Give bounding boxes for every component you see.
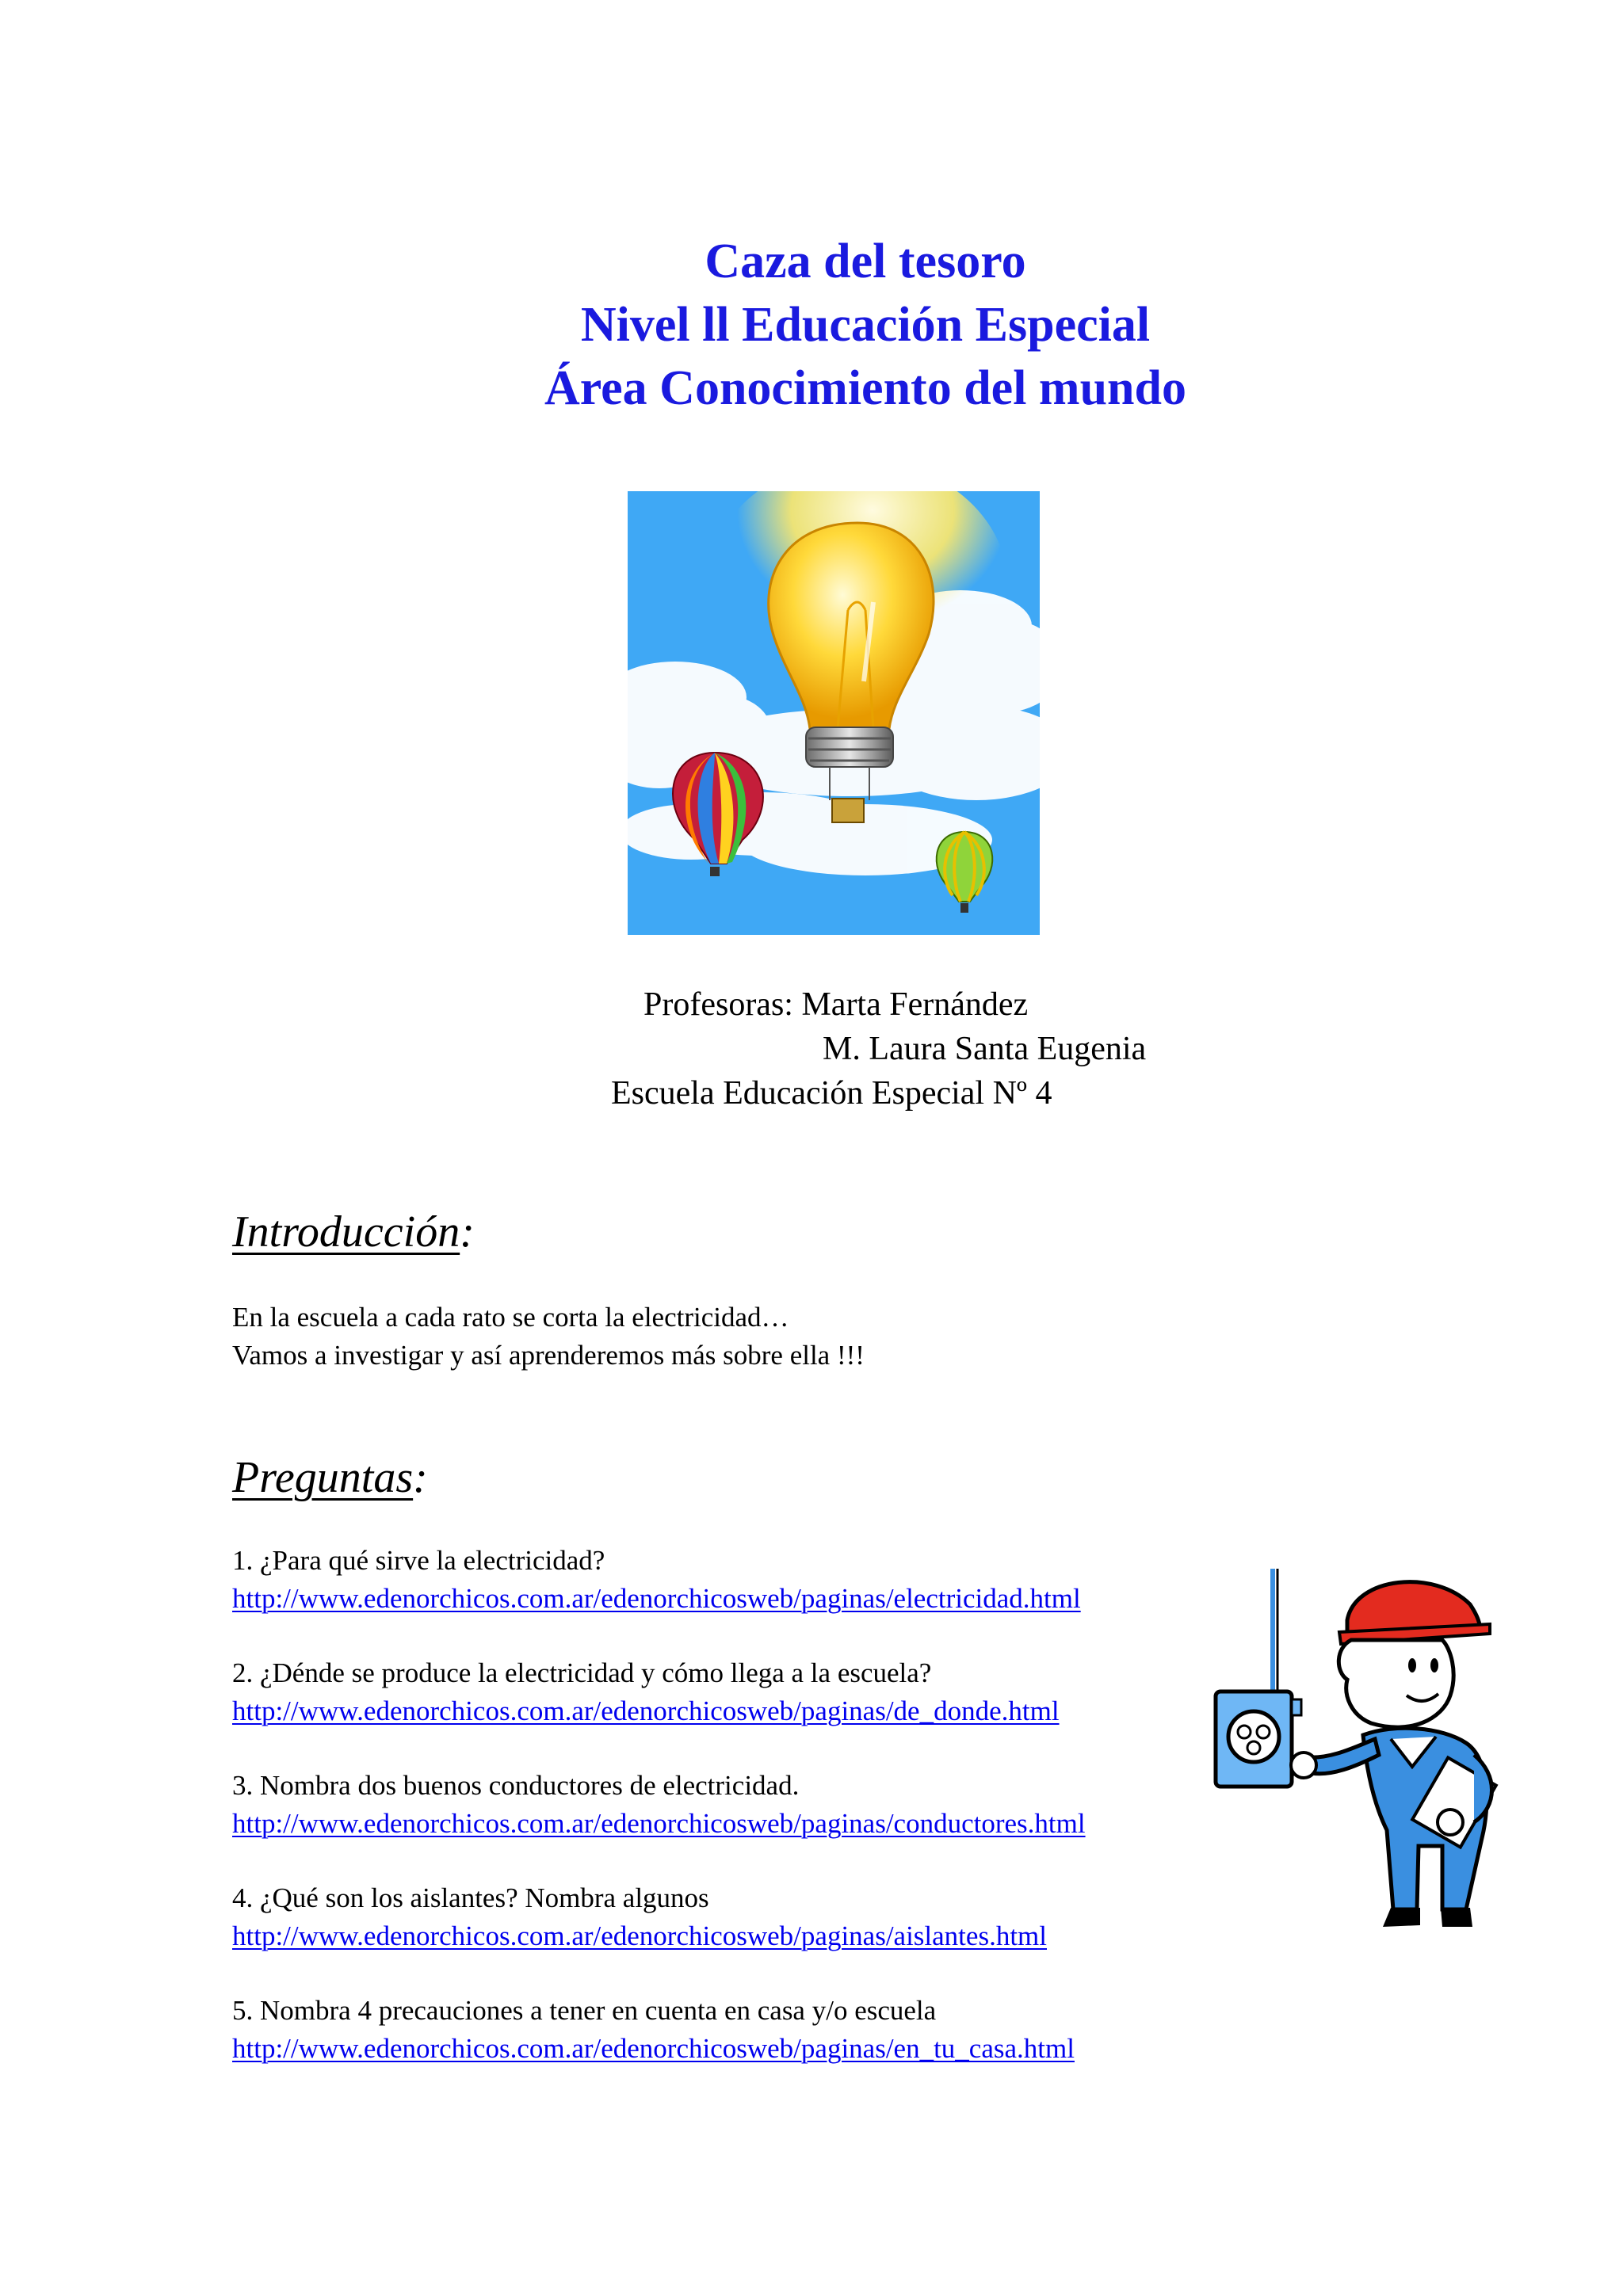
hand-right [1438,1810,1463,1835]
question-item-1 [232,1542,1081,1618]
question-item-4 [232,1879,1047,1955]
questions-heading-text: Preguntas [232,1453,414,1502]
shoe-left [1383,1908,1420,1927]
arm-right [1474,1755,1492,1822]
title-line-1: Caza del tesoro [705,235,1026,288]
question-text: 3. Nombra dos buenos conductores de electricidad. [232,1770,800,1801]
head [1338,1640,1453,1727]
hand-left [1291,1753,1316,1778]
title-line-3: Área Conocimiento del mundo [544,361,1187,415]
document-title [0,230,1623,420]
question-link[interactable]: http://www.edenorchicos.com.ar/edenorchicosweb/paginas/conductores.html [232,1808,1086,1839]
title-line-2: Nivel ll Educación Especial [580,298,1151,352]
question-text: 2. ¿Dénde se produce la electricidad y cómo llega a la escuela? [232,1657,932,1688]
basket [832,799,864,822]
question-link[interactable]: http://www.edenorchicos.com.ar/edenorchicosweb/paginas/en_tu_casa.html [232,2033,1075,2064]
question-text: 1. ¿Para qué sirve la electricidad? [232,1545,605,1576]
school-name: Escuela Educación Especial Nº 4 [611,1075,1052,1112]
question-item-2 [232,1654,1060,1730]
questions-heading [232,1450,428,1505]
question-item-3 [232,1767,1086,1843]
intro-heading-text: Introducción [232,1207,460,1257]
question-text: 5. Nombra 4 precauciones a tener en cuenta en casa y/o escuela [232,1995,937,2026]
question-link[interactable]: http://www.edenorchicos.com.ar/edenorchicosweb/paginas/aislantes.html [232,1920,1047,1951]
question-item-5 [232,1992,1075,2068]
intro-heading [232,1204,475,1260]
question-link[interactable]: http://www.edenorchicos.com.ar/edenorchicosweb/paginas/electricidad.html [232,1583,1081,1614]
intro-line-2: Vamos a investigar y así aprenderemos más sobre ella !!! [232,1340,865,1371]
questions-heading-colon: : [413,1453,428,1502]
teachers-line-2: M. Laura Santa Eugenia [823,1031,1147,1067]
intro-heading-colon: : [460,1207,475,1257]
question-link[interactable]: http://www.edenorchicos.com.ar/edenorchicosweb/paginas/de_donde.html [232,1695,1060,1726]
electrician-illustration [1205,1569,1537,1981]
question-text: 4. ¿Qué son los aislantes? Nombra algunos [232,1882,709,1913]
teachers-line-1: Profesoras: Marta Fernández [643,986,1029,1023]
lightbulb-balloon-illustration [628,491,1040,935]
intro-line-1: En la escuela a cada rato se corta la electricidad… [232,1302,789,1333]
shoe-right [1441,1908,1472,1927]
